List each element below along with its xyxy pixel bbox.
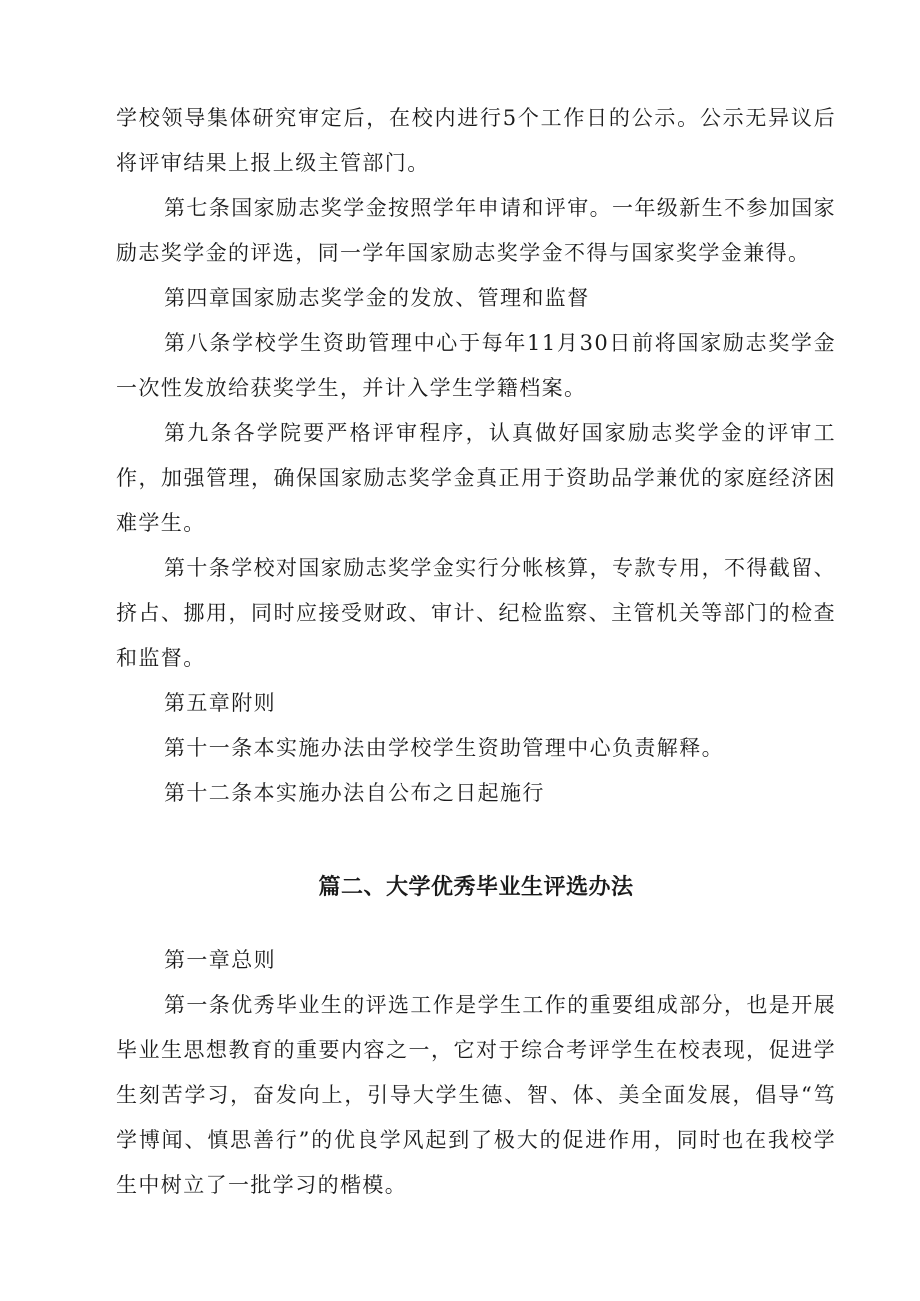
paragraph-article-11: 第十一条本实施办法由学校学生资助管理中心负责解释。 — [164, 736, 724, 760]
paragraph-article-8: 第八条学校学生资助管理中心于每年11月30日前将国家励志奖学金一次性发放给获奖学生，并计入学生学籍档案。 — [116, 331, 836, 400]
chapter-title-4: 第四章国家励志奖学金的发放、管理和监督 — [164, 286, 590, 310]
paragraph-article-10: 第十条学校对国家励志奖学金实行分帐核算，专款专用，不得截留、挤占、挪用，同时应接受财政、审计、纪检监察、主管机关等部门的检查和监督。 — [116, 556, 836, 670]
document-page — [116, 96, 836, 1208]
paragraph-article-1: 第一条优秀毕业生的评选工作是学生工作的重要组成部分，也是开展毕业生思想教育的重要内容之一，它对于综合考评学生在校表现，促进学生刻苦学习，奋发向上，引导大学生德、智、体、美全面发展，倡导“笃学博闻、慎思善行”的优良学风起到了极大的促进作用，同时也在我校学生中树立了一批学习的楷模。 — [116, 993, 836, 1197]
spacer — [116, 908, 836, 938]
part-one — [116, 96, 836, 816]
chapter-title-1: 第一章总则 — [164, 948, 276, 972]
paragraph-article-9: 第九条各学院要严格评审程序，认真做好国家励志奖学金的评审工作，加强管理，确保国家励志奖学金真正用于资助品学兼优的家庭经济困难学生。 — [116, 421, 836, 535]
spacer — [116, 816, 836, 868]
paragraph-article-12: 第十二条本实施办法自公布之日起施行 — [164, 781, 545, 805]
section-heading: 篇二、大学优秀毕业生评选办法 — [318, 875, 634, 900]
chapter-title-5: 第五章附则 — [164, 691, 276, 715]
part-two — [116, 938, 836, 1208]
paragraph-article-7: 第七条国家励志奖学金按照学年申请和评审。一年级新生不参加国家励志奖学金的评选，同一学年国家励志奖学金不得与国家奖学金兼得。 — [116, 196, 836, 265]
paragraph-continued: 学校领导集体研究审定后，在校内进行5个工作日的公示。公示无异议后将评审结果上报上级主管部门。 — [116, 106, 836, 175]
